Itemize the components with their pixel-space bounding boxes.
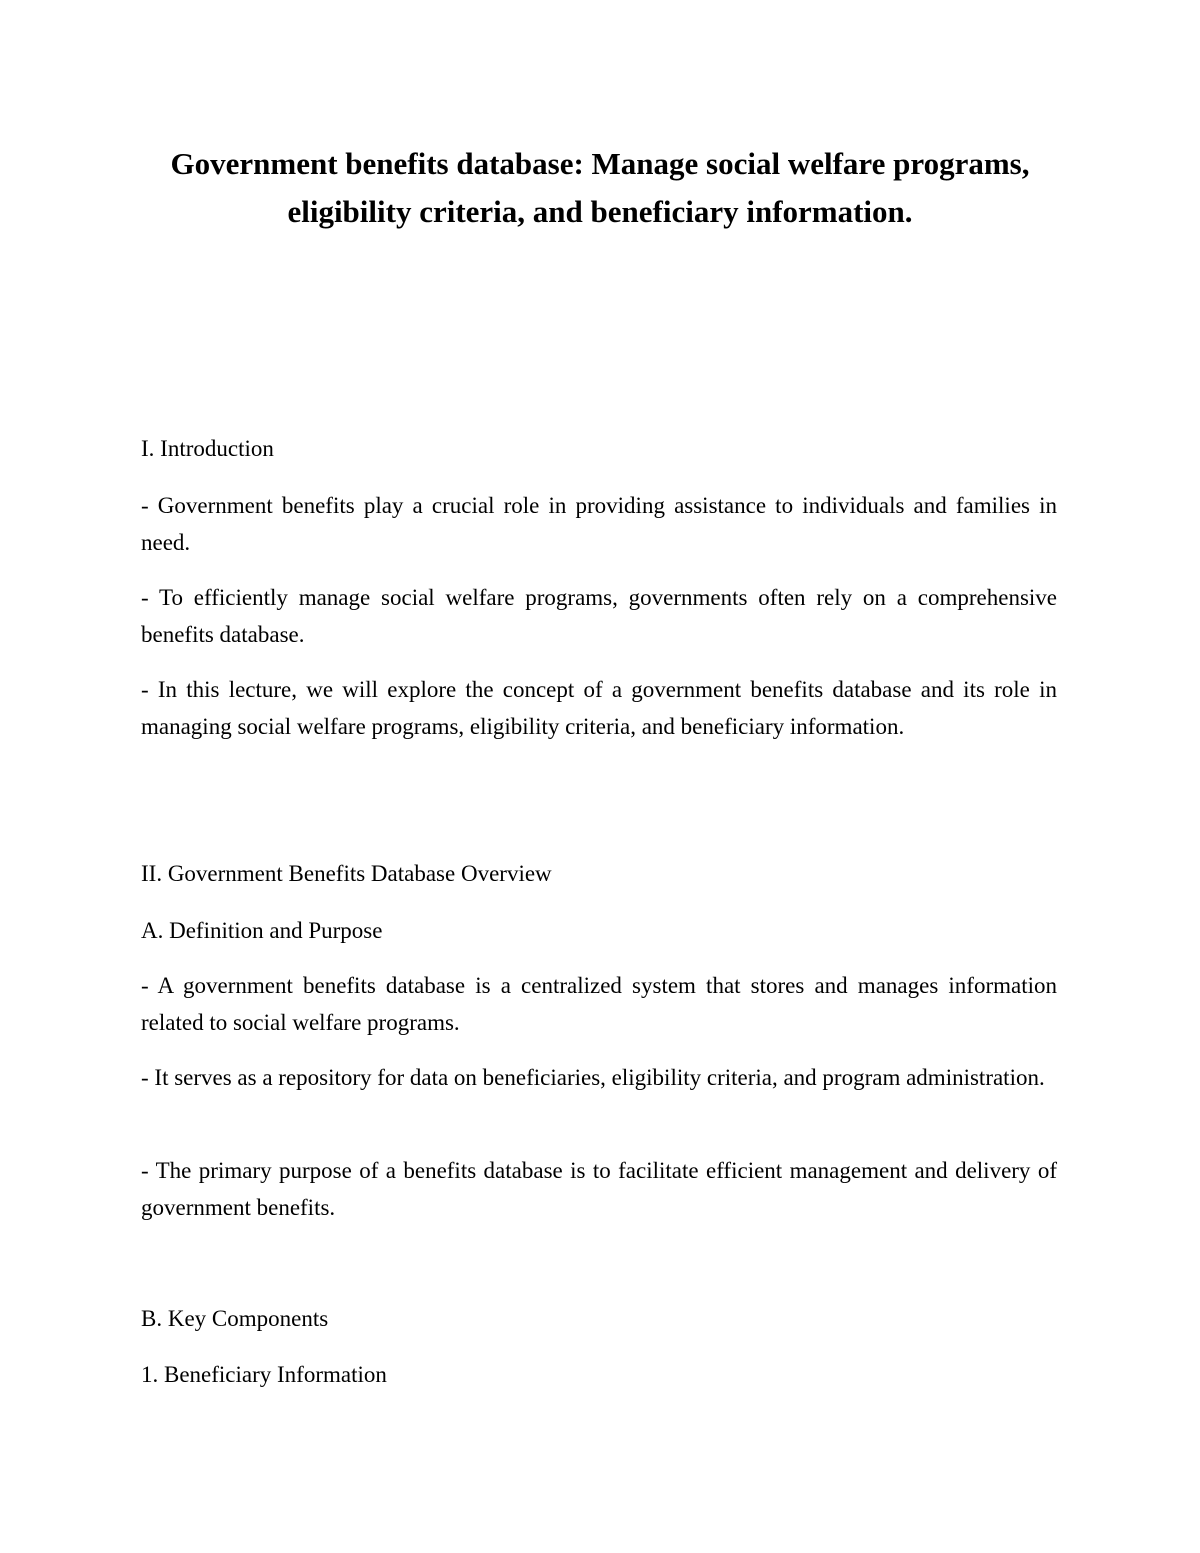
intro-paragraph-1: - Government benefits play a crucial role in providing assistance to individuals and families in need. xyxy=(141,493,1057,555)
overview-paragraph-2: - It serves as a repository for data on beneficiaries, eligibility criteria, and program administration. xyxy=(141,1065,1045,1090)
intro-paragraph-3: - In this lecture, we will explore the concept of a government benefits database and its role in managing social welfare programs, eligibility criteria, and beneficiary information. xyxy=(141,677,1057,739)
intro-paragraph-2: - To efficiently manage social welfare programs, governments often rely on a comprehensive benefits database. xyxy=(141,585,1057,647)
subheading-beneficiary-information: 1. Beneficiary Information xyxy=(141,1362,387,1387)
section-heading-introduction: I. Introduction xyxy=(141,436,274,461)
section-heading-overview: II. Government Benefits Database Overview xyxy=(141,861,552,886)
section-heading-key-components: B. Key Components xyxy=(141,1306,329,1331)
document-title: Government benefits database: Manage social welfare programs, eligibility criteria, and beneficiary information. xyxy=(170,146,1030,229)
overview-paragraph-3: - The primary purpose of a benefits database is to facilitate efficient management and delivery of government benefits. xyxy=(141,1158,1057,1220)
overview-paragraph-1: - A government benefits database is a centralized system that stores and manages information related to social welfare programs. xyxy=(141,973,1057,1035)
subheading-definition-purpose: A. Definition and Purpose xyxy=(141,918,383,943)
